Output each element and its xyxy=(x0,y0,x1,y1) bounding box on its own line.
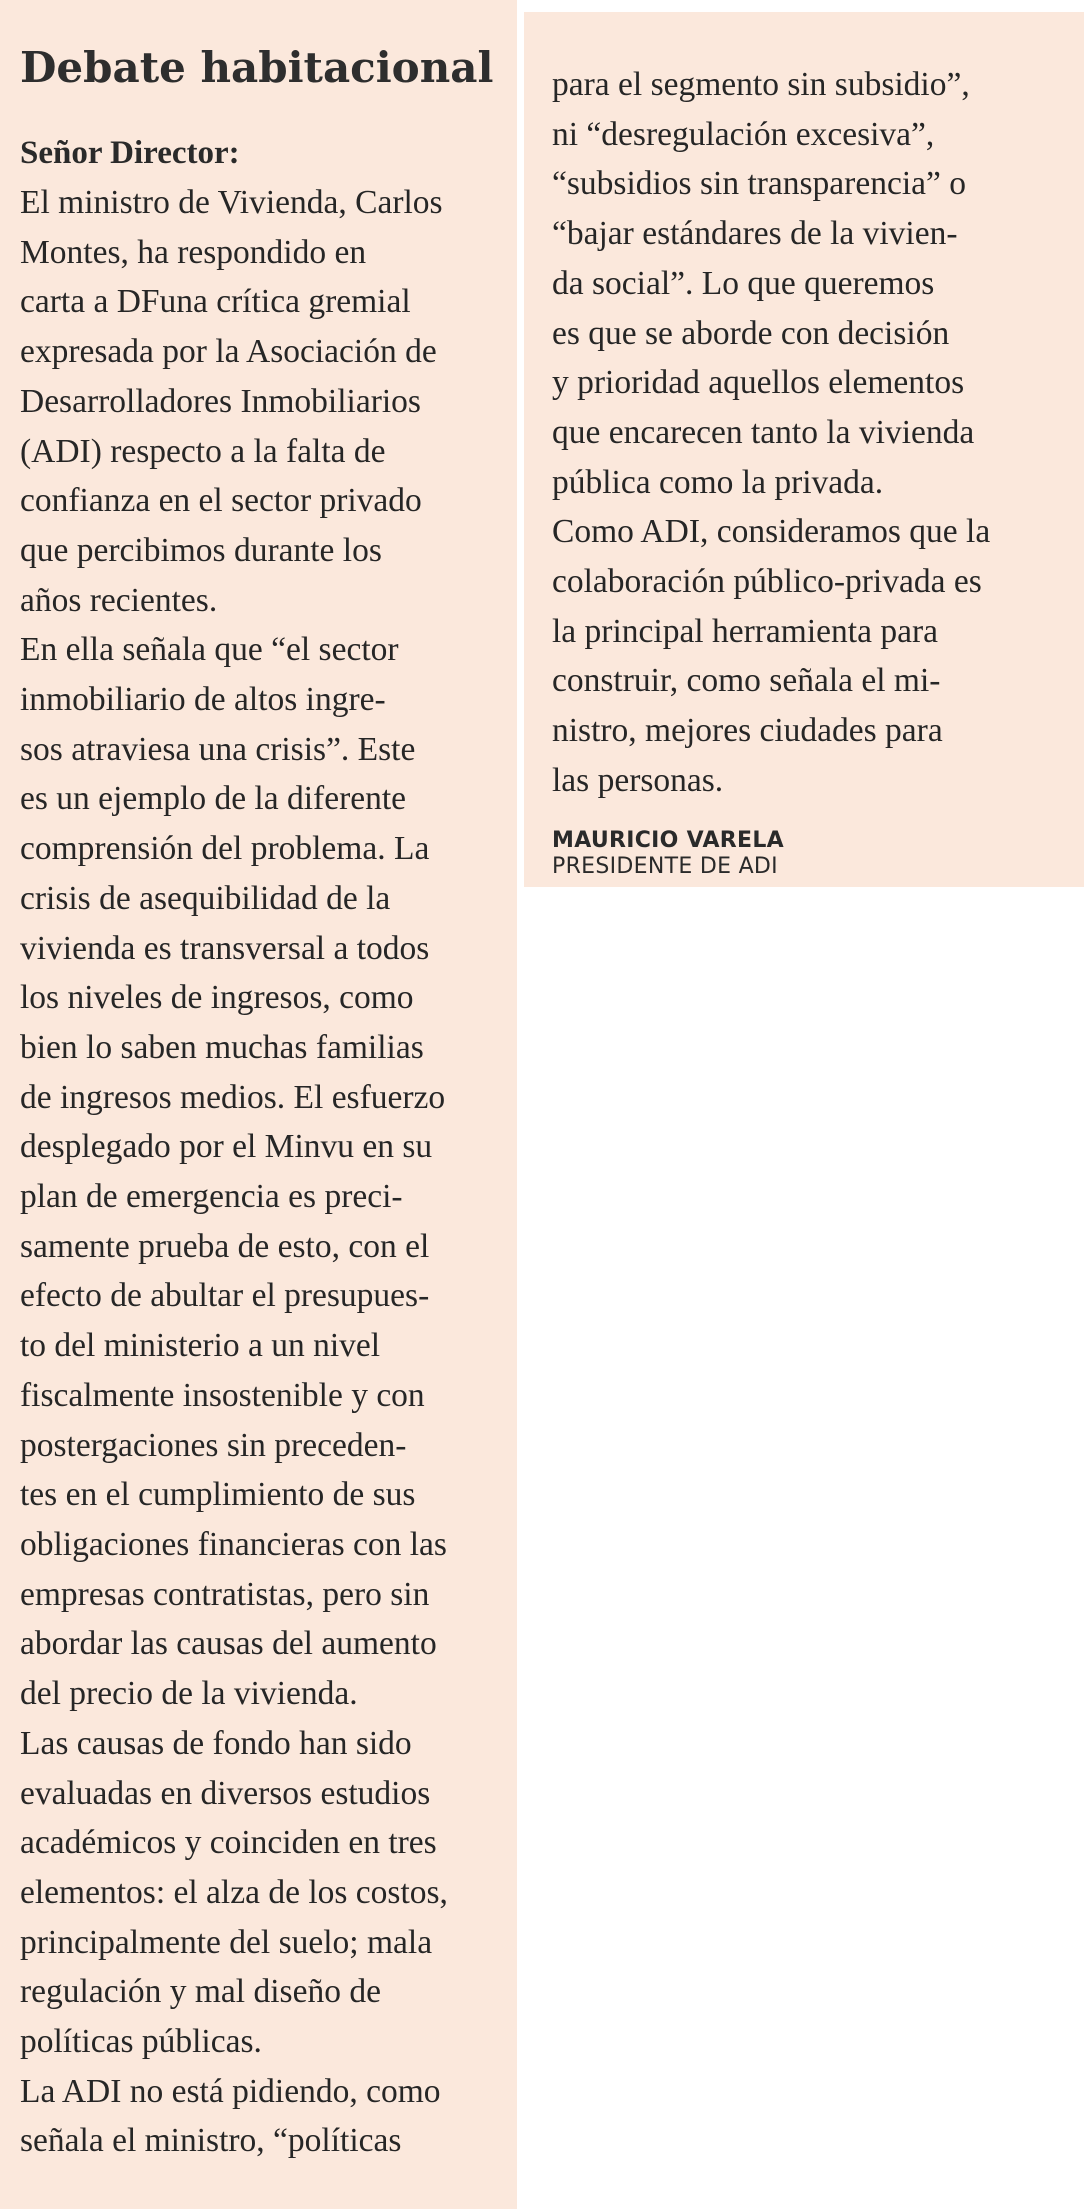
text-line: principalmente del suelo; mala xyxy=(20,1923,433,1961)
text-line: académicos y coinciden en tres xyxy=(20,1824,437,1862)
article-column-right xyxy=(524,12,1084,887)
text-line: construir, como señala el mi- xyxy=(552,662,941,700)
text-line: Desarrolladores Inmobiliarios xyxy=(20,382,421,420)
text-line: plan de emergencia es preci- xyxy=(20,1178,403,1216)
text-line: es que se aborde con decisión xyxy=(552,314,950,352)
text-line: bien lo saben muchas familias xyxy=(20,1028,424,1066)
text-line: tes en el cumplimiento de sus xyxy=(20,1476,416,1514)
text-line: las personas. xyxy=(552,761,724,799)
salutation: Señor Director: xyxy=(20,135,240,171)
text-line: los niveles de ingresos, como xyxy=(20,979,414,1017)
text-line: de ingresos medios. El esfuerzo xyxy=(20,1078,446,1116)
text-line: “bajar estándares de la vivien- xyxy=(552,215,958,253)
text-line: da social”. Lo que queremos xyxy=(552,264,935,302)
text-line: Las causas de fondo han sido xyxy=(20,1724,412,1762)
article-column-left xyxy=(0,0,517,2209)
text-line: comprensión del problema. La xyxy=(20,830,430,868)
text-line: La ADI no está pidiendo, como xyxy=(20,2072,441,2110)
text-line: crisis de asequibilidad de la xyxy=(20,879,391,917)
signature-name: MAURICIO VARELA xyxy=(552,827,784,853)
body-text-left xyxy=(20,178,510,2166)
text-line: empresas contratistas, pero sin xyxy=(20,1575,430,1613)
text-line: colaboración público-privada es xyxy=(552,563,982,601)
text-line: expresada por la Asociación de xyxy=(20,333,437,371)
text-line: del precio de la vivienda. xyxy=(20,1675,358,1713)
text-line: señala el ministro, “políticas xyxy=(20,2122,402,2160)
body-text-right xyxy=(552,60,1082,806)
text-line: la principal herramienta para xyxy=(552,612,938,650)
text-line: abordar las causas del aumento xyxy=(20,1625,437,1663)
text-line: carta a DFuna crítica gremial xyxy=(20,283,411,321)
text-line: En ella señala que “el sector xyxy=(20,631,399,669)
text-line: pública como la privada. xyxy=(552,463,884,501)
text-line: Como ADI, consideramos que la xyxy=(552,513,991,551)
text-line: El ministro de Vivienda, Carlos xyxy=(20,184,443,221)
text-line: fiscalmente insostenible y con xyxy=(20,1376,425,1414)
text-line: políticas públicas. xyxy=(20,2023,262,2061)
text-line: (ADI) respecto a la falta de xyxy=(20,432,386,470)
text-line: Montes, ha respondido en xyxy=(20,233,367,271)
text-line: vivienda es transversal a todos xyxy=(20,929,430,967)
text-line: para el segmento sin subsidio”, xyxy=(552,66,970,103)
text-line: “subsidios sin transparencia” o xyxy=(552,165,966,203)
text-line: efecto de abultar el presupues- xyxy=(20,1277,430,1315)
text-line: regulación y mal diseño de xyxy=(20,1973,381,2011)
text-line: elementos: el alza de los costos, xyxy=(20,1873,448,1911)
text-line: evaluadas en diversos estudios xyxy=(20,1774,431,1812)
text-line: es un ejemplo de la diferente xyxy=(20,780,407,818)
signature-title: PRESIDENTE DE ADI xyxy=(552,853,778,879)
text-line: que percibimos durante los xyxy=(20,531,382,569)
text-line: nistro, mejores ciudades para xyxy=(552,712,943,750)
text-line: obligaciones financieras con las xyxy=(20,1525,447,1563)
text-line: samente prueba de esto, con el xyxy=(20,1227,430,1265)
text-line: años recientes. xyxy=(20,581,218,619)
text-line: sos atraviesa una crisis”. Este xyxy=(20,730,416,768)
text-line: postergaciones sin preceden- xyxy=(20,1426,407,1464)
text-line: inmobiliario de altos ingre- xyxy=(20,681,386,719)
text-line: que encarecen tanto la vivienda xyxy=(552,413,975,451)
text-line: ni “desregulación excesiva”, xyxy=(552,115,935,153)
text-line: to del ministerio a un nivel xyxy=(20,1327,381,1365)
headline: Debate habitacional xyxy=(20,43,494,92)
text-line: y prioridad aquellos elementos xyxy=(552,364,965,402)
signature xyxy=(552,828,1082,880)
text-line: desplegado por el Minvu en su xyxy=(20,1128,433,1166)
text-line: confianza en el sector privado xyxy=(20,482,422,520)
